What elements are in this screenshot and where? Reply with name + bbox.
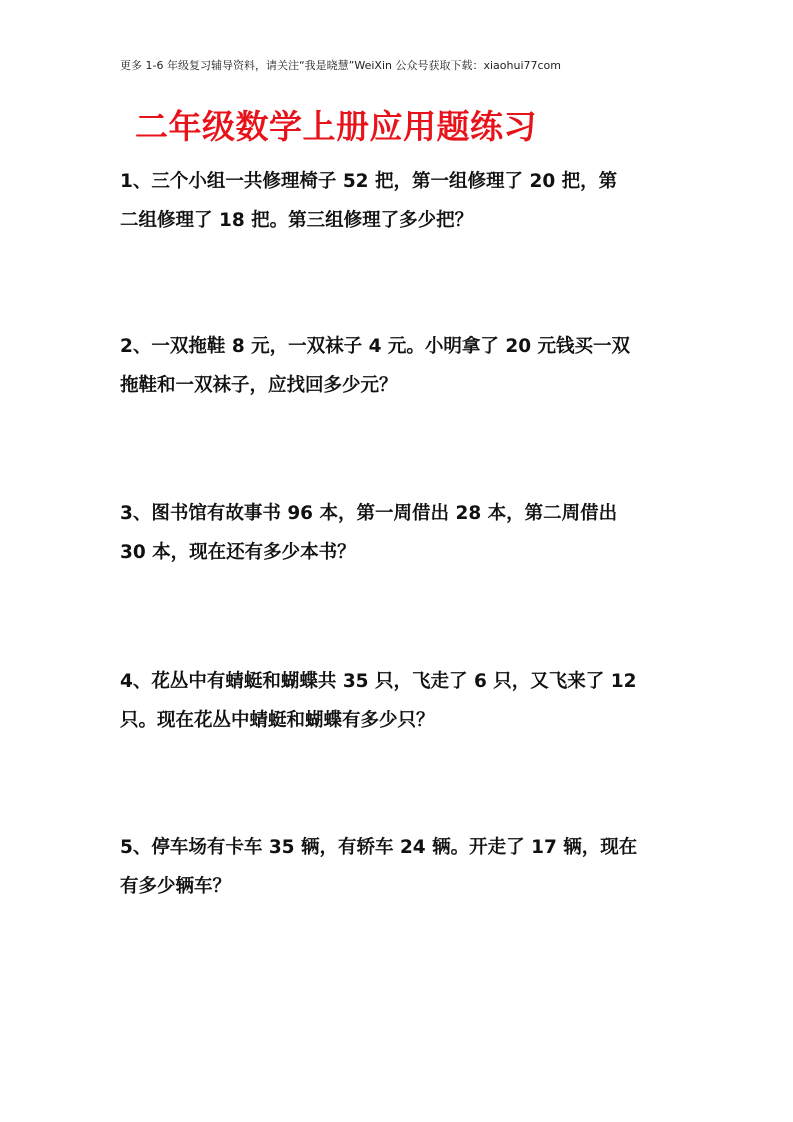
problem-1-line-1: 1、三个小组一共修理椅子 52 把，第一组修理了 20 把，第 xyxy=(120,171,618,192)
problem-3 xyxy=(120,494,685,572)
problem-4-line-1: 4、花丛中有蜻蜓和蝴蝶共 35 只，飞走了 6 只，又飞来了 12 xyxy=(120,671,637,692)
problem-5 xyxy=(120,828,685,906)
problem-2 xyxy=(120,327,685,405)
problem-1-line-2: 二组修理了 18 把。第三组修理了多少把？ xyxy=(120,210,474,231)
problem-1 xyxy=(120,162,685,240)
problem-2-line-2: 拖鞋和一双袜子，应找回多少元？ xyxy=(120,375,398,396)
problem-3-line-1: 3、图书馆有故事书 96 本，第一周借出 28 本，第二周借出 xyxy=(120,503,618,524)
page-title: 二年级数学上册应用题练习 xyxy=(135,107,537,146)
problem-5-line-1: 5、停车场有卡车 35 辆，有轿车 24 辆。开走了 17 辆，现在 xyxy=(120,837,638,858)
header-note: 更多 1-6 年级复习辅导资料，请关注“我是晓慧”WeiXin 公众号获取下载：xiaohui77com xyxy=(120,59,561,72)
problem-3-line-2: 30 本，现在还有多少本书？ xyxy=(120,542,356,563)
problem-4 xyxy=(120,662,685,740)
problem-5-line-2: 有多少辆车？ xyxy=(120,876,232,897)
problem-4-line-2: 只。现在花丛中蜻蜓和蝴蝶有多少只？ xyxy=(120,710,435,731)
problem-2-line-1: 2、一双拖鞋 8 元，一双袜子 4 元。小明拿了 20 元钱买一双 xyxy=(120,336,631,357)
